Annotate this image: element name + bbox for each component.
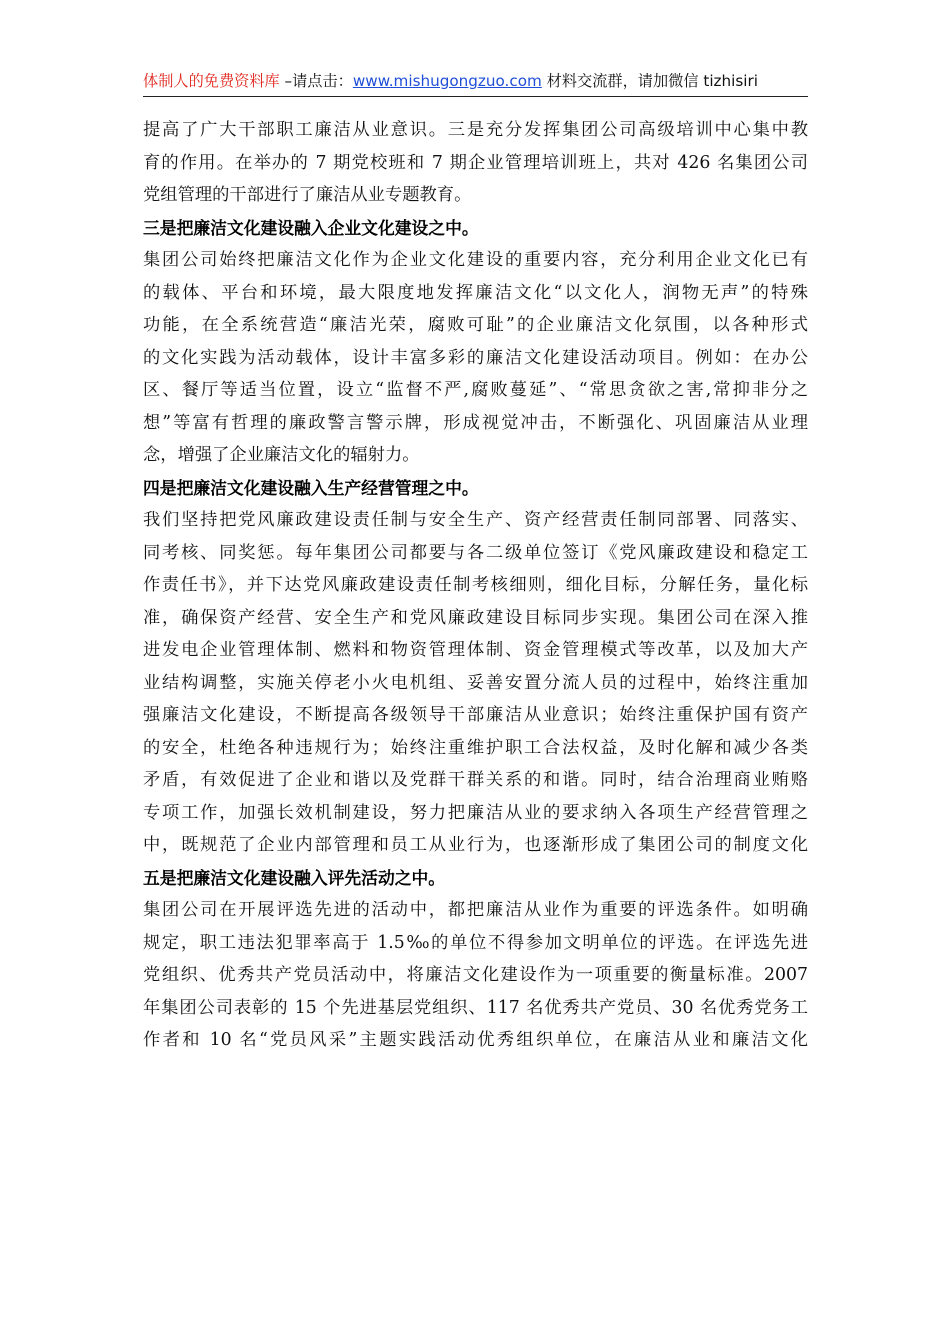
paragraph-line: 同考核、同奖惩。每年集团公司都要与各二级单位签订《党风廉政建设和稳定工 <box>143 542 808 563</box>
header-prompt: –请点击： <box>279 72 353 90</box>
paragraph-line: 专项工作，加强长效机制建设，努力把廉洁从业的要求纳入各项生产经营管理之 <box>143 802 808 823</box>
paragraph-line: 中，既规范了企业内部管理和员工从业行为，也逐渐形成了集团公司的制度文化 <box>143 835 808 855</box>
page-header <box>143 70 808 96</box>
paragraph-line: 强廉洁文化建设，不断提高各级领导干部廉洁从业意识；始终注重保护国有资产 <box>143 705 808 725</box>
paragraph-line: 的载体、平台和环境，最大限度地发挥廉洁文化“以文化人，润物无声”的特殊 <box>143 282 808 303</box>
paragraph-line: 业结构调整，实施关停老小火电机组、妥善安置分流人员的过程中，始终注重加 <box>143 672 808 693</box>
section-heading: 三是把廉洁文化建设融入企业文化建设之中。 <box>143 217 479 238</box>
section-heading: 四是把廉洁文化建设融入生产经营管理之中。 <box>143 477 479 498</box>
paragraph-line: 规定，职工违法犯罪率高于 1.5‰的单位不得参加文明单位的评选。在评选先进 <box>143 932 808 953</box>
paragraph-line: 集团公司始终把廉洁文化作为企业文化建设的重要内容，充分利用企业文化已有 <box>143 250 808 270</box>
paragraph-line: 作者和 10 名“党员风采”主题实践活动优秀组织单位，在廉洁从业和廉洁文化 <box>143 1030 808 1050</box>
paragraph-line: 的安全，杜绝各种违规行为；始终注重维护职工合法权益，及时化解和减少各类 <box>143 737 808 758</box>
header-contact: 材料交流群，请加微信 tizhisiri <box>541 72 758 90</box>
paragraph-line: 想”等富有哲理的廉政警言警示牌，形成视觉冲击，不断强化、巩固廉洁从业理 <box>143 412 808 433</box>
paragraph-line: 党组管理的干部进行了廉洁从业专题教育。 <box>143 185 472 205</box>
section-heading: 五是把廉洁文化建设融入评先活动之中。 <box>143 867 446 888</box>
paragraph-line: 提高了广大干部职工廉洁从业意识。三是充分发挥集团公司高级培训中心集中教 <box>143 120 808 140</box>
header-website-link[interactable]: www.mishugongzuo.com <box>352 72 542 90</box>
paragraph-line: 进发电企业管理体制、燃料和物资管理体制、资金管理模式等改革，以及加大产 <box>143 640 808 660</box>
header-brand: 体制人的免费资料库 <box>143 72 280 90</box>
header-divider <box>143 96 808 97</box>
paragraph-line: 作责任书》，并下达党风廉政建设责任制考核细则，细化目标，分解任务，量化标 <box>143 575 808 595</box>
paragraph-line: 党组织、优秀共产党员活动中，将廉洁文化建设作为一项重要的衡量标准。2007 <box>143 965 808 985</box>
paragraph-line: 准，确保资产经营、安全生产和党风廉政建设目标同步实现。集团公司在深入推 <box>143 607 808 628</box>
paragraph-line: 我们坚持把党风廉政建设责任制与安全生产、资产经营责任制同部署、同落实、 <box>143 510 808 530</box>
paragraph-line: 年集团公司表彰的 15 个先进基层党组织、117 名优秀共产党员、30 名优秀党务工 <box>143 997 808 1018</box>
paragraph-line: 集团公司在开展评选先进的活动中，都把廉洁从业作为重要的评选条件。如明确 <box>143 900 808 920</box>
paragraph-line: 功能，在全系统营造“廉洁光荣，腐败可耻”的企业廉洁文化氛围，以各种形式 <box>143 315 808 335</box>
paragraph-line: 区、餐厅等适当位置，设立“监督不严,腐败蔓延”、“常思贪欲之害,常抑非分之 <box>143 380 808 400</box>
document-body <box>143 114 808 1057</box>
paragraph-line: 念，增强了企业廉洁文化的辐射力。 <box>143 445 420 465</box>
paragraph-line: 的文化实践为活动载体，设计丰富多彩的廉洁文化建设活动项目。例如：在办公 <box>143 347 808 368</box>
paragraph-line: 矛盾，有效促进了企业和谐以及党群干群关系的和谐。同时，结合治理商业贿赂 <box>143 770 808 790</box>
paragraph-line: 育的作用。在举办的 7 期党校班和 7 期企业管理培训班上，共对 426 名集团公司 <box>143 152 808 173</box>
